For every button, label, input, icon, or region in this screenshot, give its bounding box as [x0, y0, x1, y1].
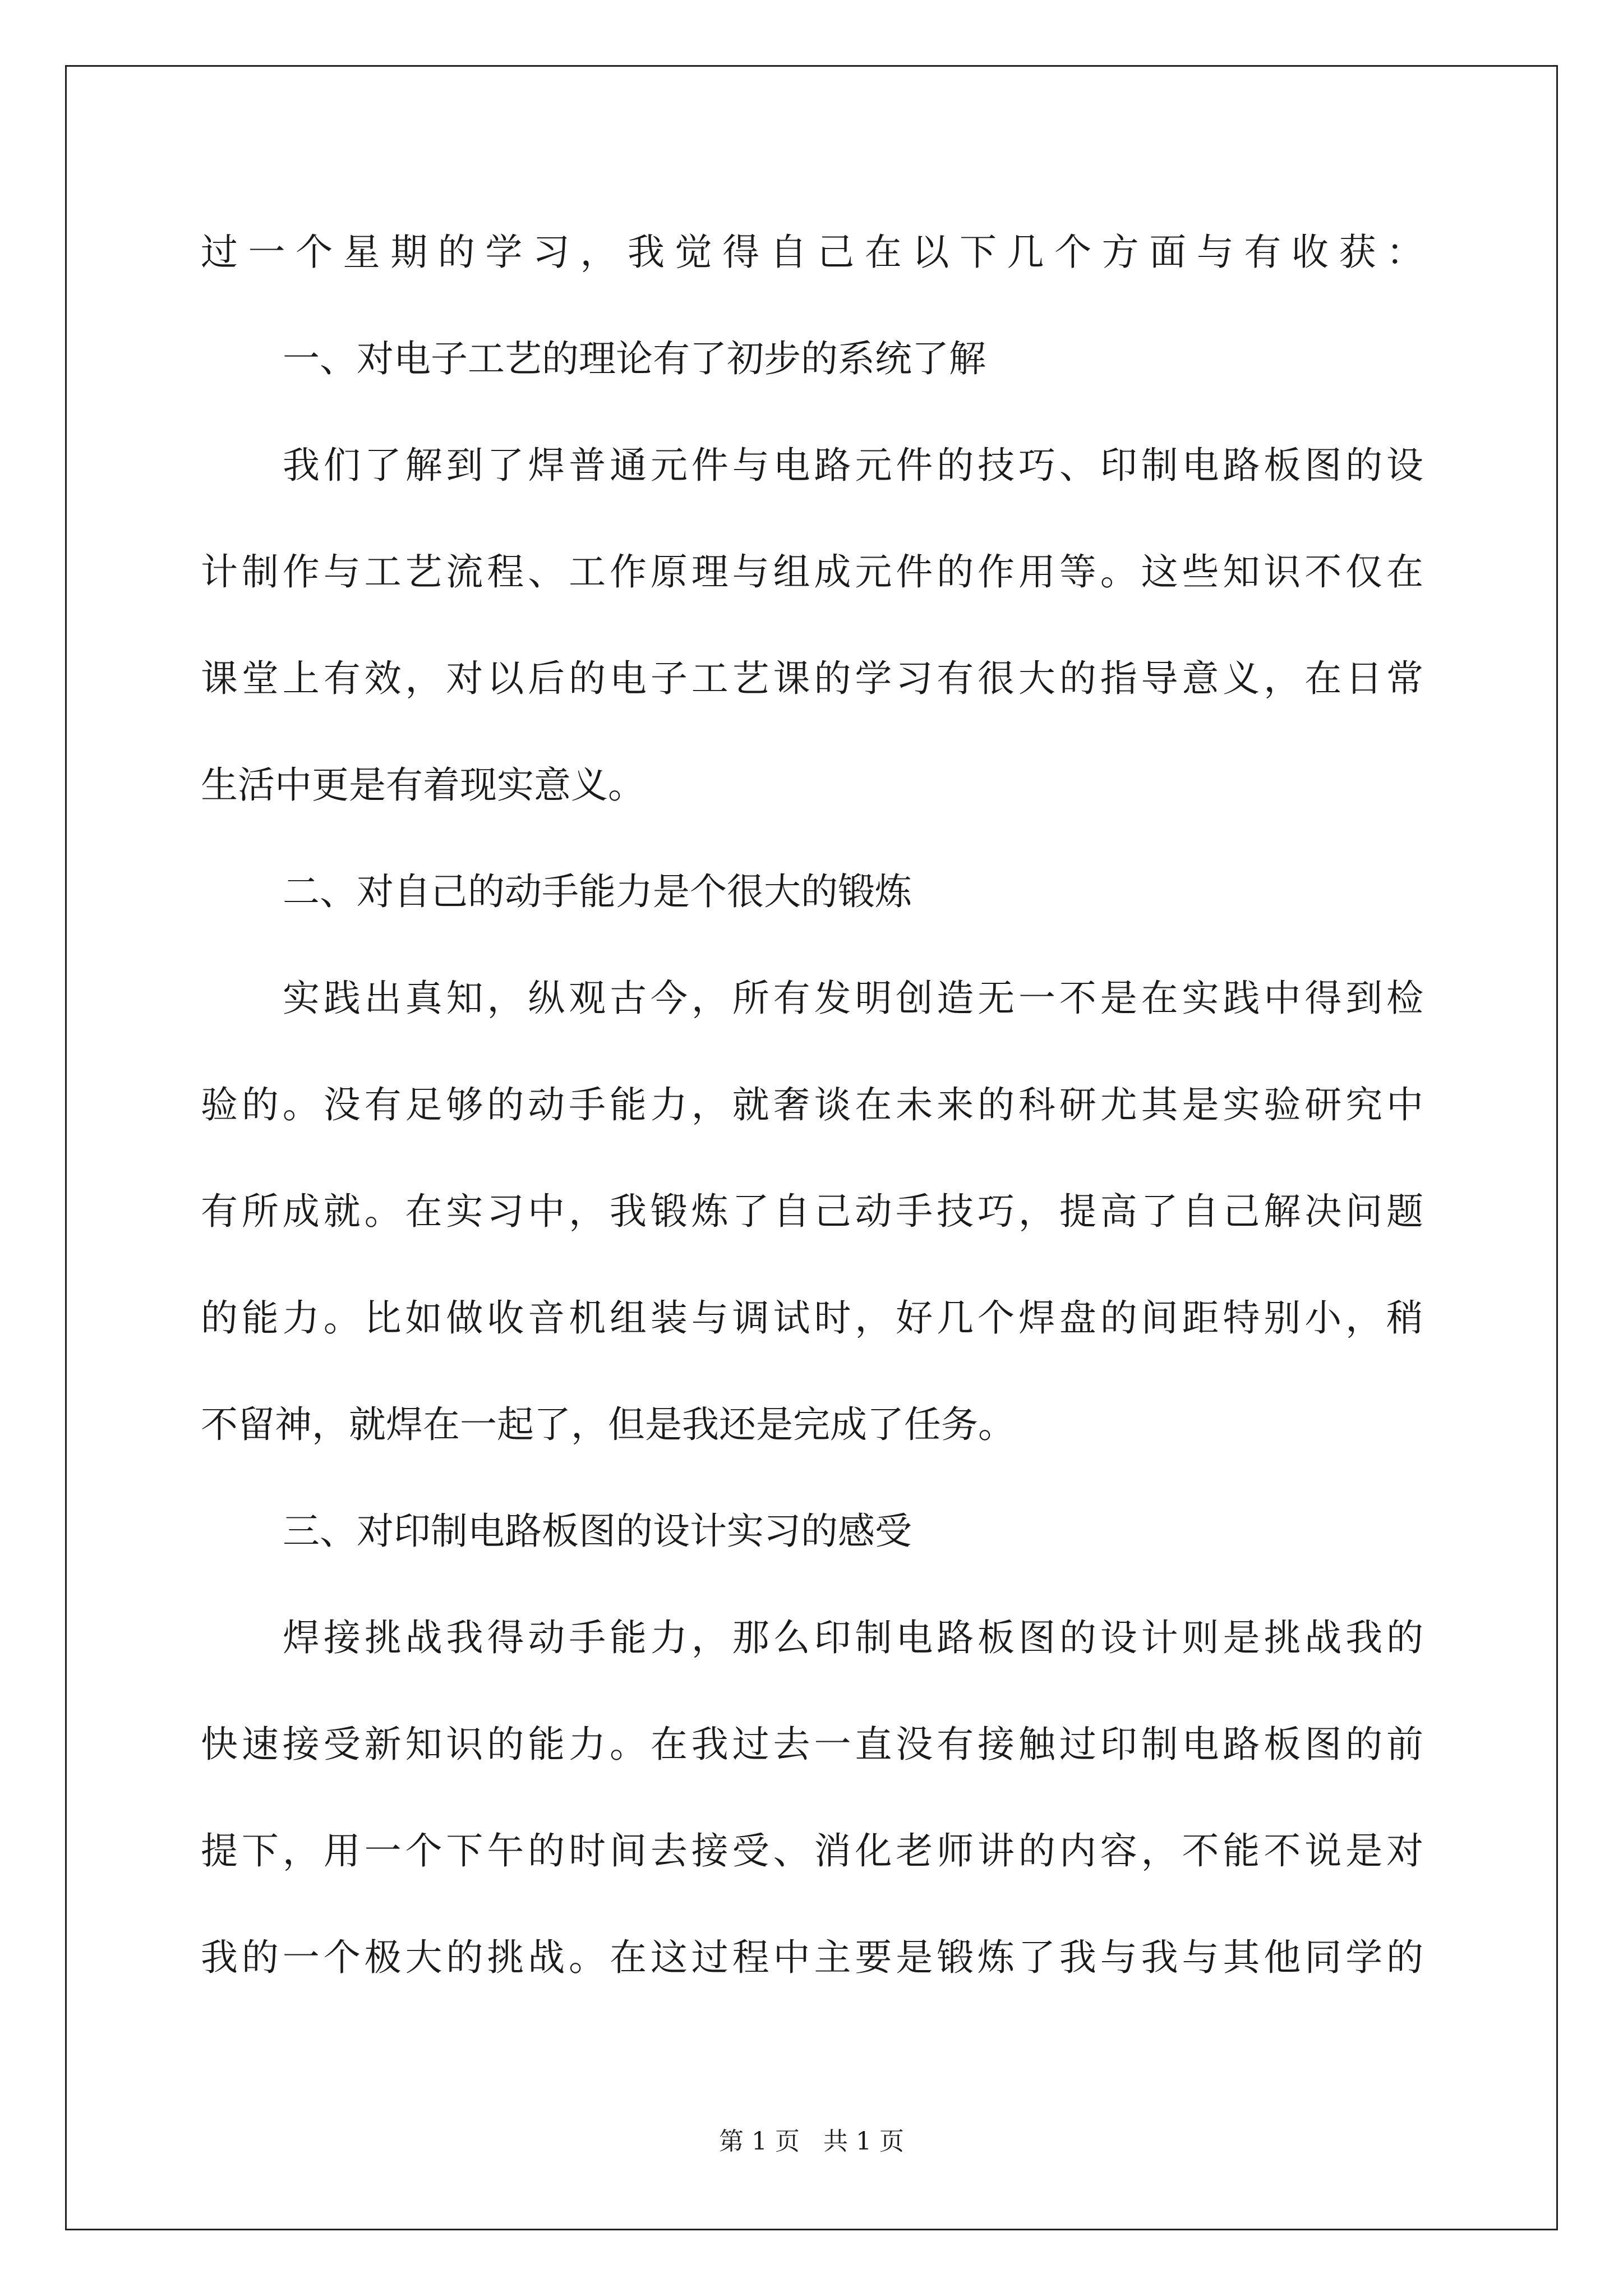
paragraph-line: 我的一个极大的挑战。在这过程中主要是锻炼了我与我与其他同学的	[201, 1936, 1423, 1979]
paragraph-line: 提下，用一个下午的时间去接受、消化老师讲的内容，不能不说是对	[201, 1829, 1423, 1872]
paragraph-line: 我们了解到了焊普通元件与电路元件的技巧、印制电路板图的设	[283, 444, 1423, 487]
paragraph-line: 焊接挑战我得动手能力，那么印制电路板图的设计则是挑战我的	[283, 1616, 1423, 1659]
paragraph-line: 实践出真知，纵观古今，所有发明创造无一不是在实践中得到检	[283, 977, 1423, 1020]
paragraph-line: 快速接受新知识的能力。在我过去一直没有接触过印制电路板图的前	[201, 1723, 1423, 1766]
paragraph-line: 的能力。比如做收音机组装与调试时，好几个焊盘的间距特别小，稍	[201, 1296, 1423, 1340]
section-heading: 二、对自己的动手能力是个很大的锻炼	[283, 870, 912, 913]
paragraph-line: 过一个星期的学习，我觉得自己在以下几个方面与有收获：	[201, 231, 1423, 274]
section-heading: 三、对印制电路板图的设计实习的感受	[283, 1510, 912, 1553]
page-footer: 第 1 页 共 1 页	[719, 2127, 904, 2156]
paragraph-line: 计制作与工艺流程、工作原理与组成元件的作用等。这些知识不仅在	[201, 550, 1423, 593]
paragraph-line: 有所成就。在实习中，我锻炼了自己动手技巧，提高了自己解决问题	[201, 1190, 1423, 1233]
paragraph-line: 课堂上有效，对以后的电子工艺课的学习有很大的指导意义，在日常	[201, 657, 1423, 700]
section-heading: 一、对电子工艺的理论有了初步的系统了解	[283, 337, 986, 380]
paragraph-line: 验的。没有足够的动手能力，就奢谈在未来的科研尤其是实验研究中	[201, 1083, 1423, 1126]
page-border	[65, 65, 1558, 2230]
paragraph-line: 不留神，就焊在一起了，但是我还是完成了任务。	[201, 1403, 1015, 1446]
paragraph-line: 生活中更是有着现实意义。	[201, 763, 645, 807]
